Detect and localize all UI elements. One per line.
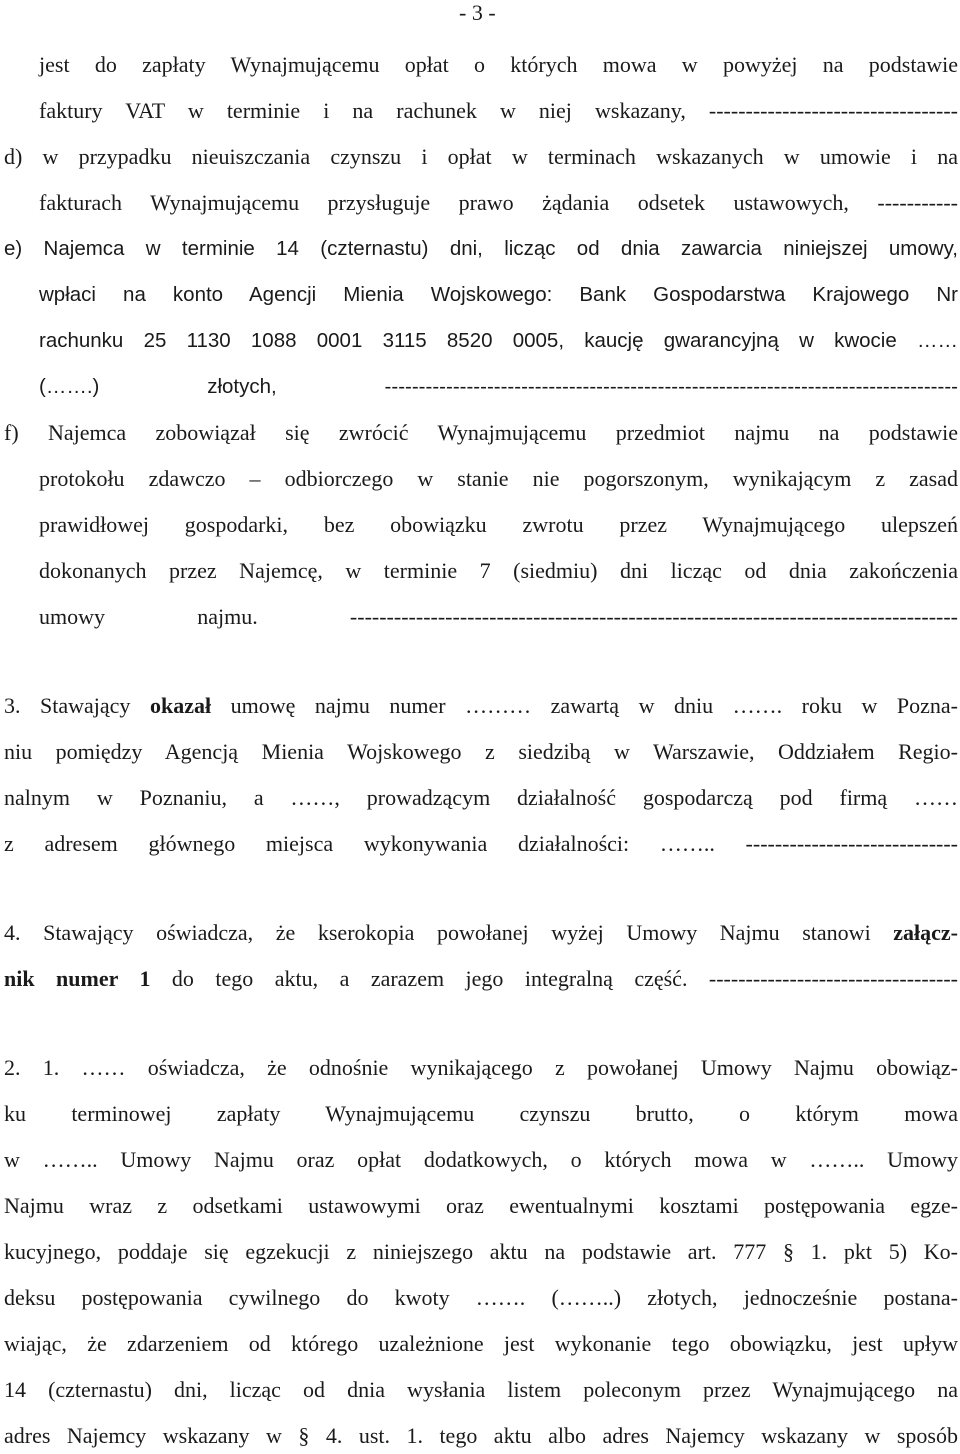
text-line: faktury VAT w terminie i na rachunek w niej wskazany, ---------------------------------- xyxy=(39,98,958,123)
text-line: f) Najemca zobowiązał się zwrócić Wynajmującemu przedmiot najmu na podstawie xyxy=(4,420,958,445)
page-number: - 3 - xyxy=(459,0,496,25)
text-line: Najmu wraz z odsetkami ustawowymi oraz ewentualnymi kosztami postępowania egze- xyxy=(4,1193,958,1218)
text-line: d) w przypadku nieuiszczania czynszu i opłat w terminach wskazanych w umowie i na xyxy=(4,144,958,169)
text-line: z adresem głównego miejsca wykonywania działalności: …….. ----------------------------- xyxy=(4,831,958,856)
text-line: nalnym w Poznaniu, a ……, prowadzącym działalność gospodarczą pod firmą …… xyxy=(4,785,958,810)
text-line: deksu postępowania cywilnego do kwoty ……. (……..) złotych, jednocześnie postana- xyxy=(4,1285,958,1310)
text-line: e) Najemca w terminie 14 (czternastu) dni, licząc od dnia zawarcia niniejszej umowy, xyxy=(4,237,958,260)
text-run: 3. Stawający xyxy=(4,693,150,718)
text-run: do tego aktu, a zarazem jego integralną część. ---------------------------------- xyxy=(150,966,958,991)
text-line: jest do zapłaty Wynajmującemu opłat o których mowa w powyżej na podstawie xyxy=(39,52,958,77)
text-line: niu pomiędzy Agencją Mienia Wojskowego z siedzibą w Warszawie, Oddziałem Regio- xyxy=(4,739,958,764)
text-line: protokołu zdawczo – odbiorczego w stanie nie pogorszonym, wynikającym z zasad xyxy=(39,466,958,491)
text-line: w …….. Umowy Najmu oraz opłat dodatkowych, o których mowa w …….. Umowy xyxy=(4,1147,958,1172)
text-line: ku terminowej zapłaty Wynajmującemu czynszu brutto, o którym mowa xyxy=(4,1101,958,1126)
text-line xyxy=(4,920,958,946)
text-line xyxy=(4,966,958,992)
text-line: adres Najemcy wskazany w § 4. ust. 1. tego aktu albo adres Najemcy wskazany w sposób xyxy=(4,1423,958,1448)
bold-text-run: załącz- xyxy=(893,920,958,945)
text-run: 4. Stawający oświadcza, że kserokopia powołanej wyżej Umowy Najmu stanowi xyxy=(4,920,894,945)
text-line: 14 (czternastu) dni, licząc od dnia wysłania listem poleconym przez Wynajmującego na xyxy=(4,1377,958,1402)
text-line: fakturach Wynajmującemu przysługuje prawo żądania odsetek ustawowych, ----------- xyxy=(39,190,958,215)
bold-text-run: okazał xyxy=(149,693,212,718)
text-line: prawidłowej gospodarki, bez obowiązku zwrotu przez Wynajmującego ulepszeń xyxy=(39,512,958,537)
text-line: wiając, że zdarzeniem od którego uzależnione jest wykonanie tego obowiązku, jest upływ xyxy=(4,1331,958,1356)
text-line xyxy=(4,693,958,719)
text-line: wpłaci na konto Agencji Mienia Wojskowego: Bank Gospodarstwa Krajowego Nr xyxy=(39,283,958,306)
text-line: (…….) złotych, ------------------------------------------------------------------------------------ xyxy=(39,375,958,398)
text-line: umowy najmu. ----------------------------------------------------------------------------------- xyxy=(39,604,958,629)
text-line: dokonanych przez Najemcę, w terminie 7 (siedmiu) dni licząc od dnia zakończenia xyxy=(39,558,958,583)
text-line: kucyjnego, poddaje się egzekucji z niniejszego aktu na podstawie art. 777 § 1. pkt 5) Ko- xyxy=(4,1239,958,1264)
text-line: rachunku 25 1130 1088 0001 3115 8520 0005, kaucję gwarancyjną w kwocie …… xyxy=(39,329,958,352)
text-run: umowę najmu numer ……… zawartą w dniu ……. roku w Pozna- xyxy=(211,693,959,718)
bold-text-run: nik numer 1 xyxy=(4,966,151,991)
text-line: 2. 1. …… oświadcza, że odnośnie wynikającego z powołanej Umowy Najmu obowiąz- xyxy=(4,1055,958,1080)
